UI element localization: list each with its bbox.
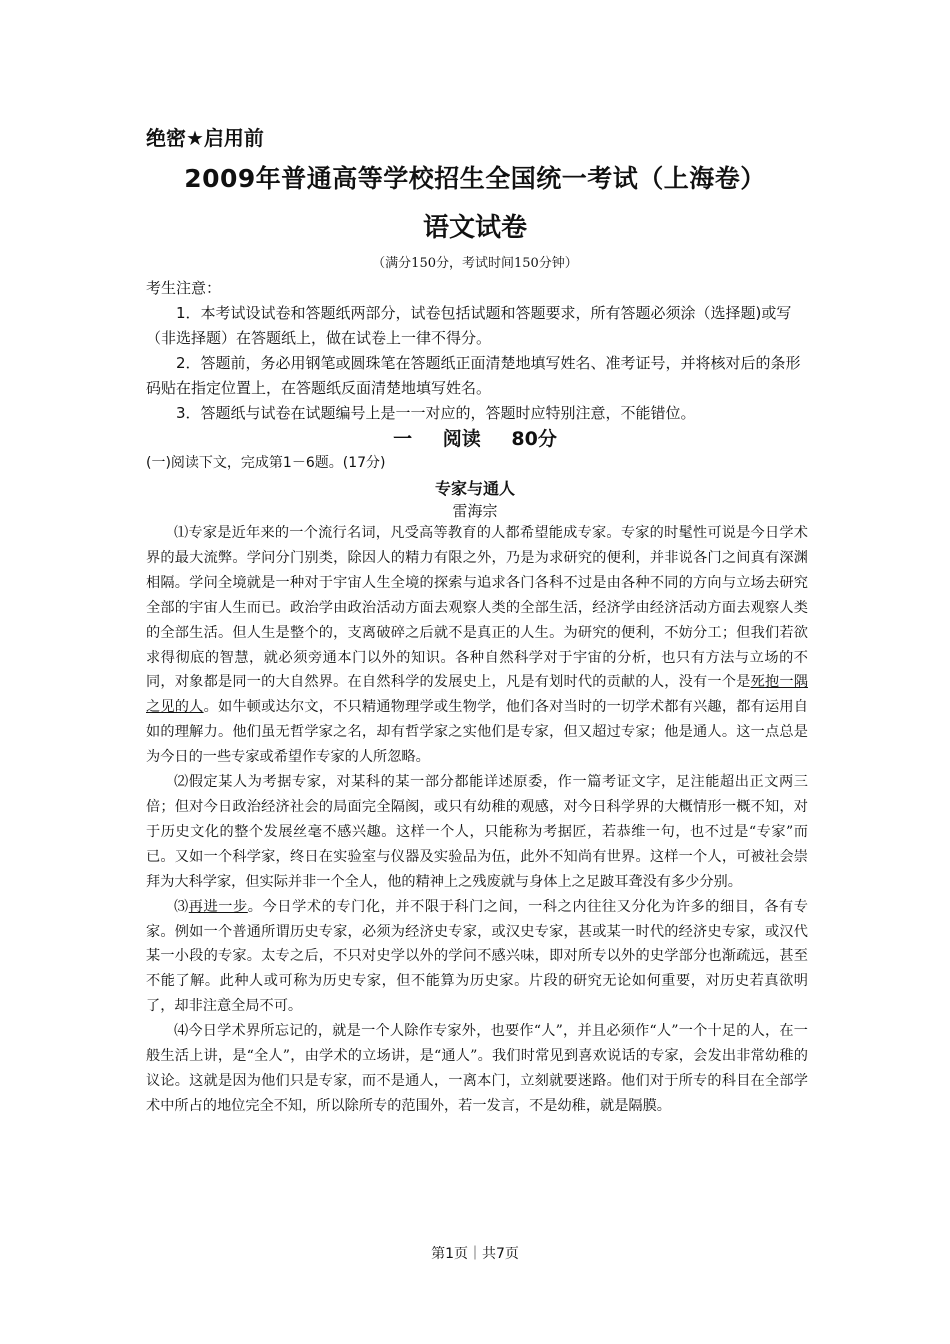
reading-instructions: (一)阅读下文，完成第1－6题。(17分) [146,455,386,471]
paragraph-3-number: ⑶ [174,898,189,915]
confidential-mark: 绝密★启用前 [146,126,264,150]
paragraph-3 [146,895,808,1020]
paragraph-1-text-a: ⑴专家是近年来的一个流行名词，凡受高等教育的人都希望能成专家。专家的时髦性可说是今日学术界的最大流弊。学问分门别类，除因人的精力有限之外，乃是为求研究的便利，并非说各门之间真有深渊相隔。学问全境就是一种对于宇宙人生全境的探索与追求各门各科不过是由各种不同的方向与立场去研究全部的宇宙人生而已。政治学由政治活动方面去观察人类的全部生活，经济学由经济活动方面去观察人类的全部生活。但人生是整个的，支离破碎之后就不是真正的人生。为研究的便利，不妨分工；但我们若欲求得彻底的智慧，就必须旁通本门以外的知识。各种自然科学对于宇宙的分析，也只有方法与立场的不同，对象都是同一的大自然界。在自然科学的发展史上，凡是有划时代的贡献的人，没有一个是 [146,525,808,691]
article-body [146,521,808,1119]
paragraph-1 [146,521,808,770]
underlined-phrase: 死抱一隅之见的人 [146,674,808,716]
paragraph-3-text: 。今日学术的专门化，并不限于科门之间，一科之内往往又分化为许多的细目，各有专家。例如一个普通所谓历史专家，必须为经济史专家，或汉史专家，甚或某一时代的经济史专家，或汉代某一小段的专家。太专之后，不只对史学以外的学问不感兴味，即对所专以外的史学部分也渐疏远，甚至不能了解。此种人或可称为历史专家，但不能算为历史家。片段的研究无论如何重要，对历史若真欲明了，却非注意全局不可。 [146,898,808,1015]
section-name: 阅读 [442,428,481,450]
section-heading [0,424,950,451]
paragraph-2: ⑵假定某人为考据专家，对某科的某一部分都能详述原委，作一篇考证文字，足注能超出正文两三倍；但对今日政治经济社会的局面完全隔阂，或只有幼稚的观感，对今日科学界的大概情形一概不知，对于历史文化的整个发展丝毫不感兴趣。这样一个人，只能称为考据匠，若恭维一句，也不过是“专家”而已。又如一个科学家，终日在实验室与仪器及实验品为伍，此外不知尚有世界。这样一个人，可被社会崇拜为大科学家，但实际并非一个全人，他的精神上之残废就与身体上之足跛耳聋没有多少分别。 [146,774,808,890]
underlined-phrase: 再进一步 [188,898,248,915]
subject-title: 语文试卷 [422,213,527,243]
exam-title: 2009年普通高等学校招生全国统一考试（上海卷） [184,164,766,193]
paragraph-1-text-b: 。如牛顿或达尔文，不只精通物理学或生物学，他们各对当时的一切学术都有兴趣，都有运用自如的理解力。他们虽无哲学家之名，却有哲学家之实他们是专家，但又超过专家；他是通人。这一点总是为今日的一些专家或希望作专家的人所忽略。 [146,699,808,766]
candidate-notice [146,276,808,426]
notice-heading: 考生注意： [146,279,222,297]
exam-meta: （满分150分，考试时间150分钟） [372,256,578,271]
page-footer: 第1页｜共7页 [431,1246,519,1262]
notice-item-2: 2．答题前，务必用钢笔或圆珠笔在答题纸正面清楚地填写姓名、准考证号，并将核对后的条形码贴在指定位置上，在答题纸反面清楚地填写姓名。 [146,354,801,397]
article-author: 雷海宗 [452,502,498,520]
notice-item-3: 3．答题纸与试卷在试题编号上是一一对应的，答题时应特别注意，不能错位。 [176,404,696,422]
article-title: 专家与通人 [434,479,515,498]
notice-item-1: 1．本考试设试卷和答题纸两部分，试卷包括试题和答题要求，所有答题必须涂（选择题)或写（非选择题）在答题纸上，做在试卷上一律不得分。 [146,304,792,347]
paragraph-4: ⑷今日学术界所忘记的，就是一个人除作专家外，也要作“人”，并且必须作“人”一个十足的人，在一般生活上讲，是“全人”，由学术的立场讲，是“通人”。我们时常见到喜欢说话的专家，会发出非常幼稚的议论。这就是因为他们只是专家，而不是通人，一离本门，立刻就要迷路。他们对于所专的科目在全部学术中所占的地位完全不知，所以除所专的范围外，若一发言，不是幼稚，就是隔膜。 [146,1023,808,1114]
section-number: 一 [393,428,413,450]
section-score: 80分 [511,428,557,450]
